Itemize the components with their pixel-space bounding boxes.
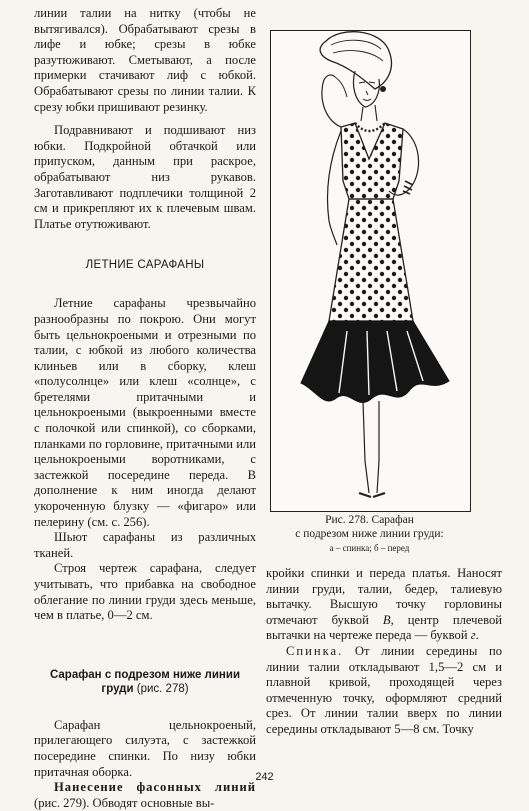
- paragraph-drafting: Строя чертеж сарафана, следует учитывать, что прибавка на свободное облегание по линии груди здесь меньше, чем в платье, 0—2 см.: [34, 561, 256, 623]
- pattern-lines-text: кройки спинки и переда платья. Наносят линии груди, талии, бедер, талиевую вытачку. Высшую точку горловины отмечают буквой: [266, 566, 502, 627]
- paragraph-sarafan-variety: Летние сарафаны чрезвычайно разнообразны по покрою. Они могут быть цельнокроеными и отрезными по талии, с юбкой из любого количества клиньев или в сборку, клеш «полусолнце» или клеш «солнце», с бретелями притачными и цельнокроеными (выкроенными вместе с полочкой или спинкой), со сборками, планками по горловине, притачными или цельнокроеными воротниками, с застежкой посередине переда. В дополнение к ним иногда делают укороченную блузку — «фигаро» или пелерину (см. с. 256).: [34, 296, 256, 529]
- section-heading-summer-sarafans: ЛЕТНИЕ САРАФАНЫ: [85, 259, 205, 272]
- letter-g: г: [470, 628, 476, 643]
- paragraph-sarafan-description: Сарафан цельнокроеный, прилегающего силуэта, с застежкой посередине спинки. По низу юбки притачная оборка.: [34, 717, 256, 779]
- back-label: Спинка.: [286, 643, 344, 658]
- caption-title: Рис. 278. Сарафан: [325, 514, 414, 526]
- subsection-figure-ref: (рис. 278): [136, 682, 189, 695]
- style-lines-text: (рис. 279). Обводят основные вы-: [34, 795, 215, 810]
- subsection-title: Сарафан с подрезом ниже линии груди: [49, 668, 241, 695]
- left-text-column: [34, 6, 256, 811]
- subsection-heading: [34, 668, 256, 696]
- paragraph-waist-finish: линии талии на нитку (чтобы не вытягивался). Обрабатывают срезы в лифе и юбке; срезы в юбке разутюживают. Сметывают, а после примерки стачивают лиф с юбкой. Обрабатывают срезы по линии талии. К срезу юбки пришивают резинку.: [34, 6, 256, 114]
- sarafan-drawing: [271, 31, 470, 511]
- paragraph-fabrics: Шьют сарафаны из различных тканей.: [34, 530, 256, 560]
- paragraph-hem: Подравнивают и подшивают низ юбки. Подкройной обтачкой или припуском, данным при раскрое, обрабатывают низ рукавов. Заготавливают подплечики толщиной 2 см и прикрепляют их к плечевым швам. Платье отутюживают.: [34, 123, 256, 231]
- paragraph-back: [266, 644, 502, 738]
- pattern-lines-end: .: [475, 628, 479, 643]
- style-lines-label: Нанесение фасонных линий: [54, 780, 256, 795]
- figure-caption: [270, 513, 469, 555]
- page-number: 242: [255, 771, 274, 783]
- caption-subtitle: с подрезом ниже линии груди:: [295, 528, 444, 540]
- pattern-lines-mid: , центр плечевой вытачки на чертеже переда — буквой: [266, 612, 503, 643]
- letter-v: В: [382, 612, 391, 627]
- right-text-column: [266, 566, 502, 738]
- figure-sarafan-illustration: [270, 30, 471, 512]
- earring-icon: [380, 86, 386, 92]
- back-text: От линии середины по линии талии откладывают 1,5—2 см и плавной кривой, проходящей через отмеченную точку, оформляют средний срез. От линии талии вверх по линии середины откладывают 5—8 см. Точку: [266, 643, 502, 736]
- caption-parts: а – спинка; б – перед: [329, 543, 410, 553]
- paragraph-style-lines: [34, 780, 256, 811]
- paragraph-pattern-lines: [266, 566, 502, 644]
